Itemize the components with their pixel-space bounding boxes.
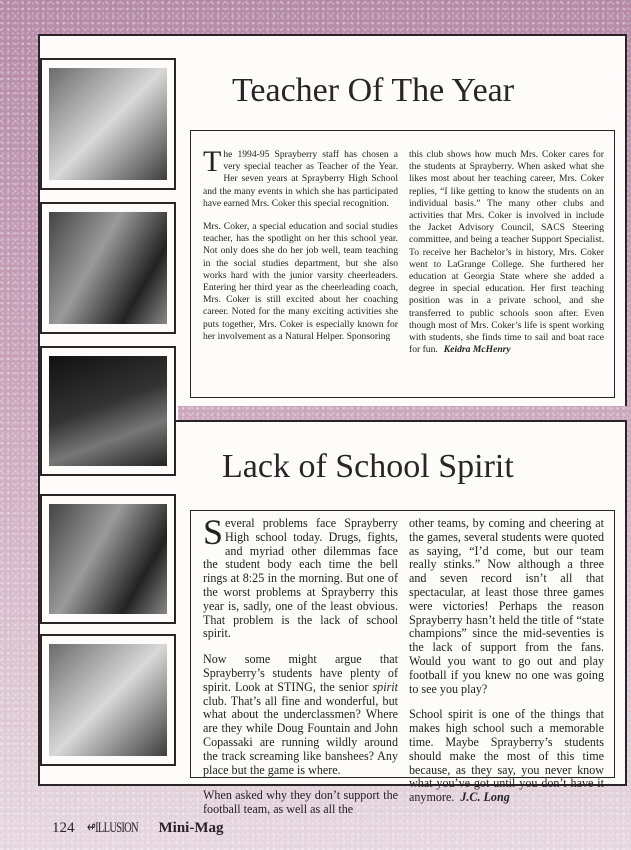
article-column-1 (203, 145, 398, 389)
paragraph: other teams, by coming and cheering at the games, several students were quoted as saying, “I’d come, but our team really stinks.” Now although a three and seven record isn’t all that spectacular, at least those three games were victories! Perhaps the reason Sprayberry hasn’t held the title of “state champions” since the mid-seventies is the lack of support from the fans. Would you want to go out and play football if you knew no one was going to see you play? (409, 516, 604, 696)
paragraph (203, 653, 398, 777)
photo-frame-1 (40, 58, 176, 190)
paragraph (409, 708, 604, 805)
drop-cap: T (203, 145, 222, 178)
article-column-2 (409, 516, 604, 805)
paragraph-text: he 1994-95 Sprayberry staff has chosen a very special teacher as Teacher of the Year. Her seven years at Sprayberry High School and the many events in which she has participated have earned Mrs. Coker this special recognition. (203, 149, 398, 209)
author-byline: Keidra McHenry (443, 344, 511, 356)
page-footer (52, 818, 224, 837)
article-column-2 (409, 149, 604, 389)
paragraph-text: this club shows how much Mrs. Coker cares for the students at Sprayberry. When asked what she likes most about her teaching career, Mrs. Coker replies, “I like getting to know the students on an individual basis.” The many other clubs and activities that Mrs. Coker is involved in include the Jacket Advisory Council, SACS Steering committee, and being a teacher Support Specialist. To receive her Bachelor’s in history, Mrs. Coker went to LaGrange College. She furthered her education at Georgia State where she added a degree in special education. Her first teaching position was in a private school, and she transferred to public schools soon after. Even though most of Mrs. Coker’s life is spent working with students, she finds time to sail and boat race for fun. (409, 149, 604, 356)
paragraph-text: everal problems face Sprayberry High school today. Drugs, fights, and myriad other dilemmas face the student body each time the bell rings at 8:25 in the morning. But one of the worst problems at Sprayberry this year is, sadly, one of the least obvious. That problem is the lack of school spirit. (203, 516, 398, 641)
italic-word: spirit (372, 679, 398, 694)
paragraph: When asked why they don’t support the football team, as well as all the (203, 788, 398, 817)
photo-frame-3 (40, 346, 176, 476)
photo-portrait-smiling-man (49, 68, 167, 180)
drop-cap: S (203, 512, 224, 552)
publication-name: ILLUSION (94, 820, 138, 836)
page-number: 124 (52, 820, 75, 836)
paragraph (203, 145, 398, 210)
publication-logo (86, 818, 138, 837)
article-title: Lack of School Spirit (222, 448, 514, 485)
photo-trophy-celebration (49, 644, 167, 756)
photo-frame-5 (40, 634, 176, 766)
paragraph-text: Now some might argue that Sprayberry’s students have plenty of spirit. Look at STING, the senior (203, 652, 398, 694)
article-column-1 (203, 512, 398, 817)
photo-man-raising-hand (49, 504, 167, 614)
section-name: Mini-Mag (158, 820, 224, 836)
article-body (190, 510, 615, 817)
photo-singer-microphone (49, 356, 167, 466)
swoosh-icon: ↫ (86, 820, 95, 836)
photo-handshake (49, 212, 167, 324)
paragraph: Mrs. Coker, a special education and social studies teacher, has the spotlight on her this school year. Not only does she do her job well, team teaching in the social studies department, but she also works hard with the junior varsity cheerleaders. Entering her third year as the cheerleading coach, Mrs. Coker is still excited about her coaching career. Noted for the many exciting activities she puts together, Mrs. Coker is especially known for her involvement as a Natural Helper. Sponsoring (203, 221, 398, 342)
paragraph (409, 149, 604, 356)
author-byline: J.C. Long (460, 790, 510, 805)
photo-frame-4 (40, 494, 176, 624)
article-title: Teacher Of The Year (232, 72, 515, 109)
photo-frame-2 (40, 202, 176, 334)
paragraph (203, 512, 398, 641)
paragraph-text: club. That’s all fine and wonderful, but what about the underclassmen? Where are they while Doug Fountain and John Copassaki are running wildly around the track screaming like banshees? Any place but the game is where. (203, 693, 398, 777)
article-body (190, 130, 615, 398)
paragraph-text: School spirit is one of the things that makes high school such a memorable time. Maybe Sprayberry’s students should make the most of this time because, as they say, you never know what you’ve got until you don’t have it anymore. (409, 707, 604, 805)
